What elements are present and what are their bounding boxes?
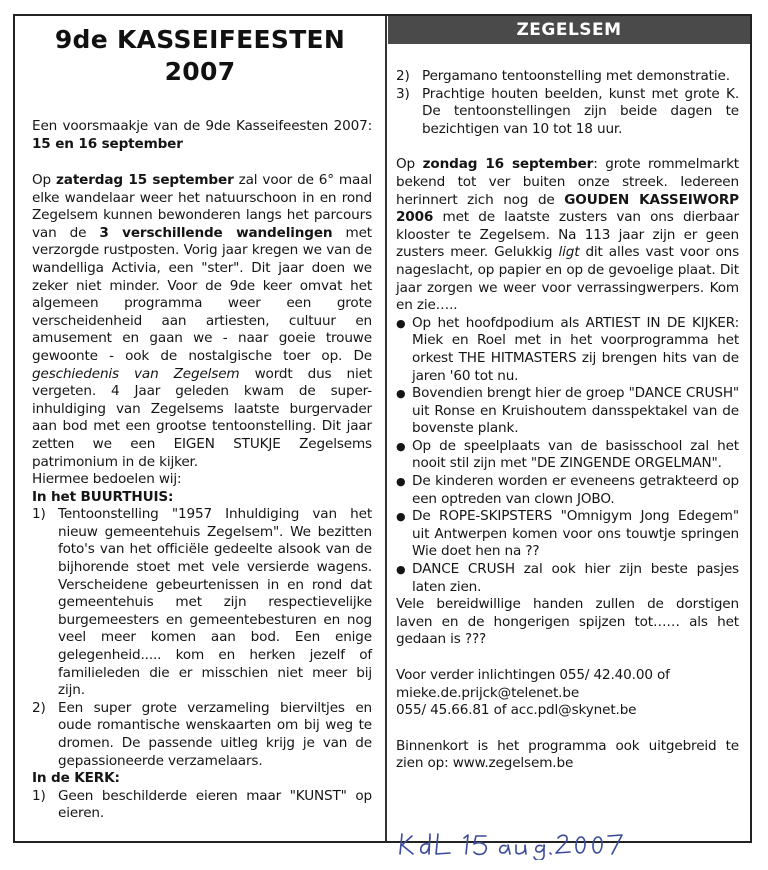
bullet-item — [396, 438, 739, 473]
list-number: 1) — [32, 506, 46, 523]
p1-history: geschiedenis van Zegelsem — [32, 365, 240, 382]
binnenkort-paragraph: Binnenkort is het programma ook uitgebreid te zien op: www.zegelsem.be — [396, 737, 739, 772]
list-number: 1) — [32, 787, 46, 804]
p1-text-e: met verzorgde rustposten. Vorig jaar kregen we van de wandelliga Activia, een "ster". Dit jaar doen we zeker niet minder. Voor de 9de keer omvat het algemeen programma weer een grote verscheidenheid aan artiesten, cultuur en amusement en gaan we - naar goeie trouwe gewoonte - ook de nostalgische toer op. De — [32, 224, 372, 364]
p2-text-a: Op — [396, 156, 423, 173]
info-email-1[interactable]: mieke.de.prijck@telenet.be — [396, 684, 580, 701]
p1-saturday-date: zaterdag 15 september — [56, 172, 234, 188]
bullet-text: Op de speelplaats van de basisschool zal het nooit stil zijn met "DE ZINGENDE ORGELMAN". — [412, 437, 739, 472]
right-column — [396, 68, 739, 773]
p1-walks: 3 verschillende wandelingen — [99, 224, 333, 241]
vele-paragraph: Vele bereidwillige handen zullen de dorstigen laven en de hongerigen spijzen tot…… als het gedaan is ??? — [396, 596, 739, 648]
bullet-icon: ● — [396, 387, 406, 401]
sunday-paragraph — [396, 156, 739, 314]
bullet-icon: ● — [396, 510, 406, 524]
p2-ligt: ligt — [558, 244, 580, 261]
bullet-item — [396, 473, 739, 508]
bullet-text: DANCE CRUSH zal ook hier zijn beste pasjes laten zien. — [412, 561, 739, 595]
p1-text-c: zal voor de 6° maal elke wandelaar weer het natuurschoon in en rond Zegelsem kunnen bewonderen langs het parcours van de — [32, 172, 373, 241]
p1-text-a: Op — [32, 172, 57, 188]
section-banner: ZEGELSEM — [388, 16, 750, 44]
p2-text-e: met de laatste zusters van ons dierbaar klooster te Zegelsem. Na 113 jaar zijn er geen zusters meer. Gelukkig — [396, 209, 739, 261]
kerk-heading: In de KERK: — [32, 770, 120, 787]
list-text: Prachtige houten beelden, kunst met grote K. De tentoonstellingen zijn beide dagen te bezichtigen van 10 tot 18 uur. — [422, 85, 739, 137]
bullet-text: De kinderen worden er eveneens getrakteerd op een optreden van clown JOBO. — [412, 473, 739, 507]
p2-text-g: dit alles vast voor ons nageslacht, op papier en op de gevoelige plaat. Dit jaar zorgen we weer voor verrassingwerpers. Kom en zie….. — [396, 244, 740, 314]
info-line-3[interactable]: 055/ 45.66.81 of acc.pdl@skynet.be — [396, 702, 637, 719]
bullet-icon: ● — [396, 439, 406, 453]
saturday-paragraph — [32, 172, 372, 823]
intro-paragraph — [32, 118, 372, 153]
p2-text-c: : grote rommelmarkt bekend tot ver buiten onze streek. Iedereen herinnert zich nog de — [396, 156, 739, 208]
p2-kasseiworp: GOUDEN KASSEIWORP 2006 — [396, 191, 739, 226]
article-title — [20, 24, 380, 88]
bullet-item — [396, 508, 739, 561]
intro-dates: 15 en 16 september — [32, 135, 183, 152]
list-item — [396, 68, 739, 86]
list-text: Een super grote verzameling bierviltjes en oude romantische wenskaarten om bij weg te dromen. De passende uitleg krijg je van de gepassioneerde verzamelaars. — [58, 699, 372, 769]
info-line-1: Voor verder inlichtingen 055/ 42.40.00 of — [396, 667, 670, 683]
bullet-icon: ● — [396, 316, 406, 330]
list-text: Pergamano tentoonstelling met demonstratie. — [422, 68, 730, 84]
bullet-item — [396, 315, 739, 385]
handwritten-date-signature — [398, 826, 628, 860]
list-item — [32, 506, 372, 700]
p2-sunday-date: zondag 16 september — [422, 156, 594, 173]
list-item — [32, 700, 372, 770]
intro-text: Een voorsmaakje van de 9de Kasseifeesten 2007: — [32, 118, 372, 134]
list-number: 3) — [396, 85, 410, 102]
bullet-icon: ● — [396, 475, 406, 489]
bullet-icon: ● — [396, 563, 406, 577]
list-text: Geen beschilderde eieren maar "KUNST" op eieren. — [58, 787, 372, 822]
bullet-item — [396, 385, 739, 438]
list-number: 2) — [32, 699, 46, 716]
bullet-item — [396, 561, 739, 596]
buurthuis-heading: In het BUURTHUIS: — [32, 488, 174, 505]
list-number: 2) — [396, 68, 410, 84]
title-line-1: 9de KASSEIFEESTEN — [54, 25, 346, 54]
column-divider — [385, 16, 387, 841]
hiermee-line: Hiermee bedoelen wij: — [32, 471, 182, 488]
bullet-text: Op het hoofdpodium als ARTIEST IN DE KIJKER: Miek en Roel met in het voorprogramma het orkest THE HITMASTERS zij brengen hits van de jaren '60 tot nu. — [412, 314, 739, 384]
p1-text-g: wordt dus niet vergeten. 4 Jaar geleden kwam de super-inhuldiging van Zegelsems laatste burgervader aan bod met een grootse tentoonstelling. Dit jaar zetten we een EIGEN STUKJE Zegelsems patrimonium in de kijker. — [32, 365, 372, 470]
title-line-2: 2007 — [164, 57, 236, 86]
list-text: Tentoonstelling "1957 Inhuldiging van het nieuw gemeentehuis Zegelsem". We bezitten foto's van het officiële gedeelte alsook van de bijhorende stoet met vele versierde wagens. Verscheidene gebeurtenissen in en rond dat gemeentehuis met zijn respectievelijke burgemeesters en gemeentebesturen en nog veel meer komen aan bod. Een enige gelegenheid..... kom en herken jezelf of familieleden die er misschien niet meer bij zijn. — [58, 506, 372, 699]
list-item — [396, 86, 739, 139]
bullet-text: De ROPE-SKIPSTERS "Omnigym Jong Edegem" uit Antwerpen komen voor ons touwtje springen Wie doet hen na ?? — [412, 508, 739, 560]
list-item — [32, 788, 372, 823]
bullet-text: Bovendien brengt hier de groep "DANCE CRUSH" uit Ronse en Kruishoutem dansspektakel van de bovenste plank. — [412, 385, 739, 437]
